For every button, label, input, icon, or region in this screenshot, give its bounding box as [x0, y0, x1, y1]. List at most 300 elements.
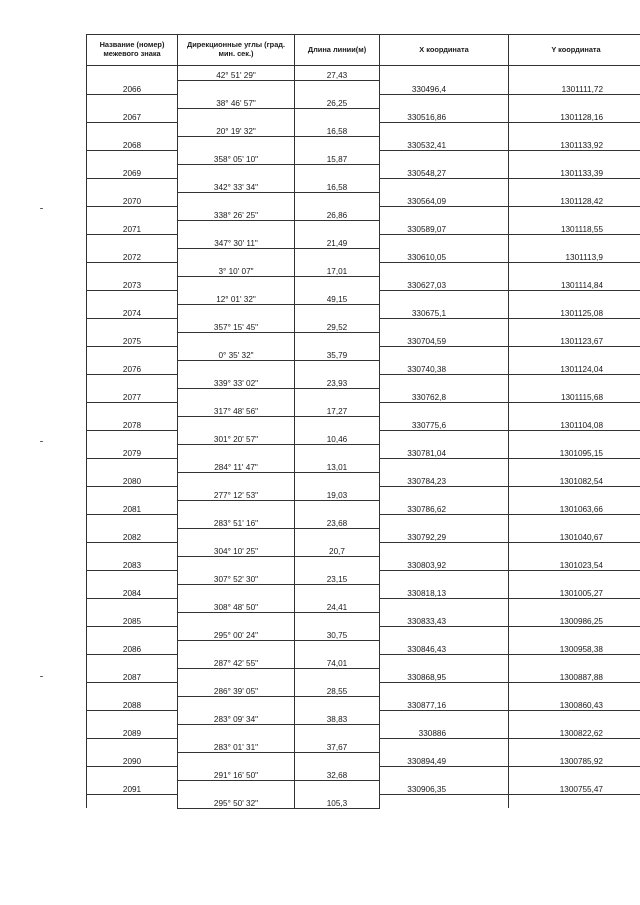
empty-cell — [380, 66, 509, 81]
direction-angle-cell: 283° 09' 34" — [178, 710, 295, 724]
empty-cell — [295, 248, 380, 262]
y-coordinate-cell: 1301005,27 — [509, 584, 640, 598]
empty-cell — [178, 80, 295, 94]
direction-angle-cell: 283° 51' 16" — [178, 514, 295, 528]
line-length-cell: 17,01 — [295, 262, 380, 276]
point-row — [87, 248, 640, 262]
point-name-cell: 2072 — [87, 248, 178, 262]
header-direction-angle: Дирекционные углы (град. мин. сек.) — [178, 35, 295, 66]
empty-cell — [178, 556, 295, 570]
line-length-cell: 20,7 — [295, 542, 380, 556]
empty-cell — [87, 598, 178, 612]
segment-row — [87, 262, 640, 276]
segment-row — [87, 486, 640, 500]
line-length-cell: 74,01 — [295, 654, 380, 668]
empty-cell — [509, 66, 640, 81]
empty-cell — [295, 668, 380, 682]
empty-cell — [178, 416, 295, 430]
segment-row — [87, 626, 640, 640]
empty-cell — [87, 654, 178, 668]
x-coordinate-cell: 330906,35 — [380, 780, 509, 794]
empty-cell — [87, 262, 178, 276]
direction-angle-cell: 347° 30' 11" — [178, 234, 295, 248]
empty-cell — [178, 304, 295, 318]
direction-angle-cell: 3° 10' 07" — [178, 262, 295, 276]
direction-angle-cell: 287° 42' 55" — [178, 654, 295, 668]
segment-row — [87, 542, 640, 556]
empty-cell — [380, 178, 509, 192]
empty-cell — [380, 654, 509, 668]
point-name-cell: 2084 — [87, 584, 178, 598]
direction-angle-cell: 284° 11' 47" — [178, 458, 295, 472]
empty-cell — [380, 514, 509, 528]
empty-cell — [295, 612, 380, 626]
empty-cell — [178, 780, 295, 794]
line-length-cell: 37,67 — [295, 738, 380, 752]
point-row — [87, 164, 640, 178]
empty-cell — [380, 234, 509, 248]
direction-angle-cell: 308° 48' 50" — [178, 598, 295, 612]
point-row — [87, 304, 640, 318]
y-coordinate-cell: 1301128,16 — [509, 108, 640, 122]
empty-cell — [295, 472, 380, 486]
line-length-cell: 23,15 — [295, 570, 380, 584]
point-row — [87, 556, 640, 570]
point-name-cell: 2071 — [87, 220, 178, 234]
empty-cell — [295, 444, 380, 458]
empty-cell — [87, 570, 178, 584]
empty-cell — [295, 276, 380, 290]
point-row — [87, 276, 640, 290]
line-length-cell: 16,58 — [295, 122, 380, 136]
empty-cell — [87, 318, 178, 332]
empty-cell — [380, 122, 509, 136]
point-name-cell: 2085 — [87, 612, 178, 626]
empty-cell — [295, 528, 380, 542]
empty-cell — [295, 220, 380, 234]
empty-cell — [295, 556, 380, 570]
segment-row — [87, 94, 640, 108]
header-point-name: Название (номер) межевого знака — [87, 35, 178, 66]
empty-cell — [178, 192, 295, 206]
empty-cell — [509, 262, 640, 276]
point-row — [87, 444, 640, 458]
point-name-cell: 2087 — [87, 668, 178, 682]
empty-cell — [87, 458, 178, 472]
x-coordinate-cell: 330886 — [380, 724, 509, 738]
empty-cell — [295, 724, 380, 738]
x-coordinate-cell: 330532,41 — [380, 136, 509, 150]
empty-cell — [295, 584, 380, 598]
y-coordinate-cell: 1301125,08 — [509, 304, 640, 318]
empty-cell — [178, 528, 295, 542]
empty-cell — [178, 752, 295, 766]
point-row — [87, 528, 640, 542]
segment-row — [87, 374, 640, 388]
empty-cell — [87, 150, 178, 164]
segment-row — [87, 346, 640, 360]
x-coordinate-cell: 330496,4 — [380, 80, 509, 94]
empty-cell — [380, 738, 509, 752]
empty-cell — [380, 598, 509, 612]
empty-cell — [178, 472, 295, 486]
empty-cell — [380, 710, 509, 724]
empty-cell — [509, 570, 640, 584]
x-coordinate-cell: 330894,49 — [380, 752, 509, 766]
empty-cell — [87, 514, 178, 528]
empty-cell — [509, 122, 640, 136]
scan-speck — [40, 208, 43, 209]
segment-row — [87, 206, 640, 220]
direction-angle-cell: 307° 52' 30" — [178, 570, 295, 584]
segment-row — [87, 766, 640, 780]
empty-cell — [380, 766, 509, 780]
y-coordinate-cell: 1301133,92 — [509, 136, 640, 150]
empty-cell — [509, 794, 640, 808]
y-coordinate-cell: 1300785,92 — [509, 752, 640, 766]
y-coordinate-cell: 1300986,25 — [509, 612, 640, 626]
empty-cell — [509, 738, 640, 752]
empty-cell — [509, 206, 640, 220]
header-y-coordinate: Y координата — [509, 35, 640, 66]
segment-row — [87, 402, 640, 416]
direction-angle-cell: 20° 19' 32" — [178, 122, 295, 136]
line-length-cell: 32,68 — [295, 766, 380, 780]
point-name-cell: 2076 — [87, 360, 178, 374]
x-coordinate-cell: 330792,29 — [380, 528, 509, 542]
y-coordinate-cell: 1301040,67 — [509, 528, 640, 542]
point-name-cell: 2066 — [87, 80, 178, 94]
point-name-cell: 2074 — [87, 304, 178, 318]
x-coordinate-cell: 330877,16 — [380, 696, 509, 710]
empty-cell — [509, 514, 640, 528]
empty-cell — [380, 318, 509, 332]
empty-cell — [87, 738, 178, 752]
direction-angle-cell: 12° 01' 32" — [178, 290, 295, 304]
y-coordinate-cell: 1301114,84 — [509, 276, 640, 290]
empty-cell — [509, 710, 640, 724]
empty-cell — [87, 542, 178, 556]
empty-cell — [380, 290, 509, 304]
empty-cell — [509, 402, 640, 416]
segment-row — [87, 570, 640, 584]
empty-cell — [178, 360, 295, 374]
empty-cell — [509, 346, 640, 360]
y-coordinate-cell: 1301111,72 — [509, 80, 640, 94]
line-length-cell: 29,52 — [295, 318, 380, 332]
segment-row — [87, 598, 640, 612]
line-length-cell: 28,55 — [295, 682, 380, 696]
empty-cell — [295, 192, 380, 206]
empty-cell — [295, 136, 380, 150]
point-row — [87, 780, 640, 794]
empty-cell — [87, 374, 178, 388]
empty-cell — [295, 416, 380, 430]
empty-cell — [380, 570, 509, 584]
y-coordinate-cell: 1300860,43 — [509, 696, 640, 710]
empty-cell — [380, 458, 509, 472]
empty-cell — [87, 682, 178, 696]
empty-cell — [380, 430, 509, 444]
direction-angle-cell: 304° 10' 25" — [178, 542, 295, 556]
x-coordinate-cell: 330784,23 — [380, 472, 509, 486]
point-name-cell: 2077 — [87, 388, 178, 402]
empty-cell — [87, 430, 178, 444]
y-coordinate-cell: 1300822,62 — [509, 724, 640, 738]
x-coordinate-cell: 330627,03 — [380, 276, 509, 290]
empty-cell — [178, 584, 295, 598]
point-row — [87, 332, 640, 346]
point-row — [87, 108, 640, 122]
empty-cell — [295, 360, 380, 374]
point-row — [87, 612, 640, 626]
point-name-cell: 2067 — [87, 108, 178, 122]
x-coordinate-cell: 330775,6 — [380, 416, 509, 430]
empty-cell — [178, 136, 295, 150]
y-coordinate-cell: 1301113,9 — [509, 248, 640, 262]
empty-cell — [509, 290, 640, 304]
x-coordinate-cell: 330868,95 — [380, 668, 509, 682]
x-coordinate-cell: 330548,27 — [380, 164, 509, 178]
x-coordinate-cell: 330846,43 — [380, 640, 509, 654]
point-row — [87, 80, 640, 94]
empty-cell — [295, 640, 380, 654]
empty-cell — [295, 388, 380, 402]
empty-cell — [380, 402, 509, 416]
point-name-cell: 2086 — [87, 640, 178, 654]
empty-cell — [509, 626, 640, 640]
point-name-cell: 2069 — [87, 164, 178, 178]
direction-angle-cell: 38° 46' 57" — [178, 94, 295, 108]
empty-cell — [87, 486, 178, 500]
direction-angle-cell: 295° 00' 24" — [178, 626, 295, 640]
direction-angle-cell: 286° 39' 05" — [178, 682, 295, 696]
point-row — [87, 192, 640, 206]
empty-cell — [380, 374, 509, 388]
x-coordinate-cell: 330516,86 — [380, 108, 509, 122]
point-name-cell: 2083 — [87, 556, 178, 570]
empty-cell — [380, 346, 509, 360]
y-coordinate-cell: 1301095,15 — [509, 444, 640, 458]
empty-cell — [380, 262, 509, 276]
empty-cell — [87, 346, 178, 360]
empty-cell — [509, 430, 640, 444]
direction-angle-cell: 357° 15' 45" — [178, 318, 295, 332]
point-name-cell: 2075 — [87, 332, 178, 346]
segment-row — [87, 178, 640, 192]
empty-cell — [178, 724, 295, 738]
empty-cell — [178, 612, 295, 626]
empty-cell — [380, 94, 509, 108]
direction-angle-cell: 317° 48' 56" — [178, 402, 295, 416]
point-name-cell: 2091 — [87, 780, 178, 794]
segment-row — [87, 122, 640, 136]
point-name-cell: 2088 — [87, 696, 178, 710]
boundary-coordinates-table — [86, 34, 640, 809]
empty-cell — [87, 122, 178, 136]
empty-cell — [295, 164, 380, 178]
direction-angle-cell: 277° 12' 53" — [178, 486, 295, 500]
empty-cell — [380, 682, 509, 696]
y-coordinate-cell: 1301123,67 — [509, 332, 640, 346]
line-length-cell: 13,01 — [295, 458, 380, 472]
y-coordinate-cell: 1301082,54 — [509, 472, 640, 486]
empty-cell — [178, 696, 295, 710]
direction-angle-cell: 0° 35' 32" — [178, 346, 295, 360]
x-coordinate-cell: 330740,38 — [380, 360, 509, 374]
direction-angle-cell: 358° 05' 10" — [178, 150, 295, 164]
x-coordinate-cell: 330786,62 — [380, 500, 509, 514]
empty-cell — [87, 206, 178, 220]
empty-cell — [380, 542, 509, 556]
line-length-cell: 15,87 — [295, 150, 380, 164]
point-row — [87, 500, 640, 514]
empty-cell — [509, 178, 640, 192]
line-length-cell: 105,3 — [295, 794, 380, 808]
empty-cell — [509, 458, 640, 472]
line-length-cell: 26,25 — [295, 94, 380, 108]
line-length-cell: 23,68 — [295, 514, 380, 528]
y-coordinate-cell: 1301118,55 — [509, 220, 640, 234]
line-length-cell: 38,83 — [295, 710, 380, 724]
y-coordinate-cell: 1301063,66 — [509, 500, 640, 514]
direction-angle-cell: 338° 26' 25" — [178, 206, 295, 220]
x-coordinate-cell: 330610,05 — [380, 248, 509, 262]
x-coordinate-cell: 330762,8 — [380, 388, 509, 402]
segment-row — [87, 290, 640, 304]
y-coordinate-cell: 1301115,68 — [509, 388, 640, 402]
header-line-length: Длина линии(м) — [295, 35, 380, 66]
empty-cell — [295, 108, 380, 122]
empty-cell — [380, 626, 509, 640]
segment-row — [87, 794, 640, 808]
segment-row — [87, 430, 640, 444]
empty-cell — [295, 500, 380, 514]
empty-cell — [295, 80, 380, 94]
empty-cell — [178, 164, 295, 178]
y-coordinate-cell: 1301124,04 — [509, 360, 640, 374]
point-row — [87, 388, 640, 402]
x-coordinate-cell: 330833,43 — [380, 612, 509, 626]
table-header-row — [87, 35, 640, 66]
point-name-cell: 2079 — [87, 444, 178, 458]
empty-cell — [178, 332, 295, 346]
line-length-cell: 23,93 — [295, 374, 380, 388]
point-row — [87, 136, 640, 150]
line-length-cell: 24,41 — [295, 598, 380, 612]
direction-angle-cell: 342° 33' 34" — [178, 178, 295, 192]
x-coordinate-cell: 330589,07 — [380, 220, 509, 234]
point-name-cell: 2070 — [87, 192, 178, 206]
x-coordinate-cell: 330803,92 — [380, 556, 509, 570]
point-row — [87, 696, 640, 710]
empty-cell — [509, 94, 640, 108]
empty-cell — [380, 150, 509, 164]
segment-row — [87, 682, 640, 696]
empty-cell — [509, 766, 640, 780]
point-name-cell: 2078 — [87, 416, 178, 430]
y-coordinate-cell: 1300755,47 — [509, 780, 640, 794]
empty-cell — [178, 668, 295, 682]
direction-angle-cell: 301° 20' 57" — [178, 430, 295, 444]
empty-cell — [178, 500, 295, 514]
scan-speck — [40, 441, 43, 442]
point-row — [87, 360, 640, 374]
empty-cell — [178, 108, 295, 122]
empty-cell — [509, 654, 640, 668]
segment-row — [87, 514, 640, 528]
empty-cell — [295, 696, 380, 710]
empty-cell — [178, 640, 295, 654]
empty-cell — [178, 220, 295, 234]
empty-cell — [87, 66, 178, 81]
empty-cell — [178, 276, 295, 290]
direction-angle-cell: 339° 33' 02" — [178, 374, 295, 388]
point-row — [87, 220, 640, 234]
x-coordinate-cell: 330564,09 — [380, 192, 509, 206]
line-length-cell: 21,49 — [295, 234, 380, 248]
empty-cell — [178, 388, 295, 402]
y-coordinate-cell: 1300887,88 — [509, 668, 640, 682]
empty-cell — [380, 794, 509, 808]
table-body — [87, 66, 640, 809]
empty-cell — [87, 94, 178, 108]
y-coordinate-cell: 1301104,08 — [509, 416, 640, 430]
empty-cell — [295, 332, 380, 346]
point-row — [87, 640, 640, 654]
empty-cell — [87, 290, 178, 304]
y-coordinate-cell: 1301023,54 — [509, 556, 640, 570]
point-row — [87, 584, 640, 598]
coordinates-sheet — [86, 34, 618, 809]
point-row — [87, 472, 640, 486]
y-coordinate-cell: 1301128,42 — [509, 192, 640, 206]
segment-row — [87, 66, 640, 81]
point-name-cell: 2082 — [87, 528, 178, 542]
segment-row — [87, 458, 640, 472]
point-name-cell: 2080 — [87, 472, 178, 486]
y-coordinate-cell: 1301133,39 — [509, 164, 640, 178]
point-row — [87, 416, 640, 430]
empty-cell — [509, 486, 640, 500]
x-coordinate-cell: 330818,13 — [380, 584, 509, 598]
empty-cell — [87, 178, 178, 192]
line-length-cell: 10,46 — [295, 430, 380, 444]
empty-cell — [380, 486, 509, 500]
direction-angle-cell: 42° 51' 29" — [178, 66, 295, 81]
x-coordinate-cell: 330781,04 — [380, 444, 509, 458]
line-length-cell: 35,79 — [295, 346, 380, 360]
y-coordinate-cell: 1300958,38 — [509, 640, 640, 654]
point-row — [87, 668, 640, 682]
empty-cell — [509, 542, 640, 556]
empty-cell — [509, 682, 640, 696]
line-length-cell: 17,27 — [295, 402, 380, 416]
header-x-coordinate: X координата — [380, 35, 509, 66]
segment-row — [87, 710, 640, 724]
point-row — [87, 752, 640, 766]
segment-row — [87, 654, 640, 668]
line-length-cell: 49,15 — [295, 290, 380, 304]
empty-cell — [380, 206, 509, 220]
empty-cell — [87, 794, 178, 808]
empty-cell — [509, 150, 640, 164]
line-length-cell: 19,03 — [295, 486, 380, 500]
point-name-cell: 2081 — [87, 500, 178, 514]
segment-row — [87, 738, 640, 752]
scan-speck — [40, 676, 43, 677]
segment-row — [87, 150, 640, 164]
